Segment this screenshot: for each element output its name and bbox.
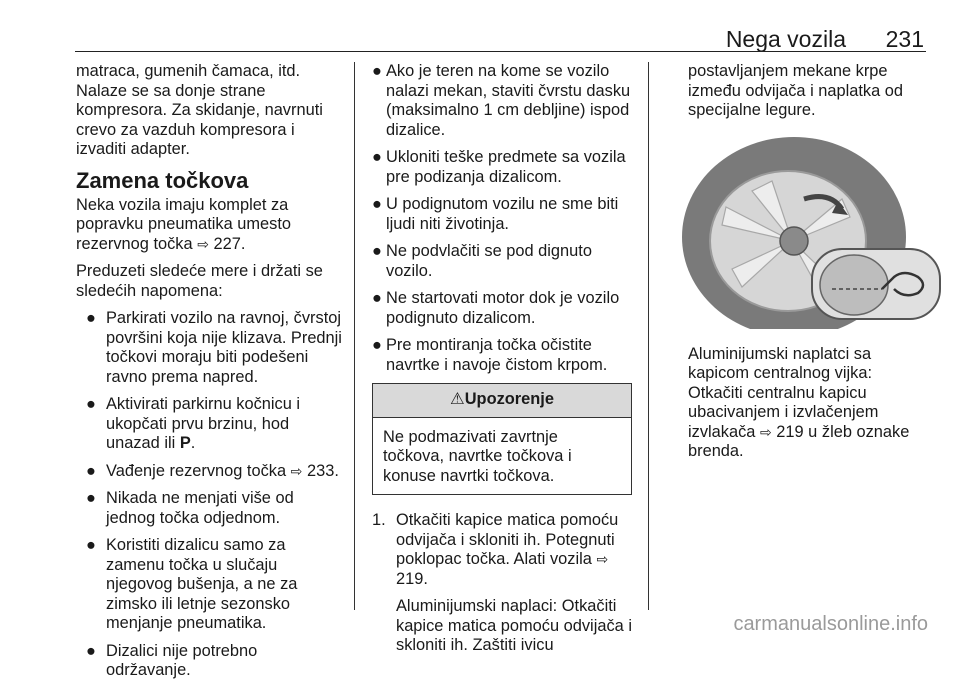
page-ref-icon: ⇨ [197,235,209,252]
column-divider [354,62,355,610]
bullet-list [372,62,634,375]
bullet-icon: ● [86,395,96,413]
list-item: ● Ne startovati motor dok je vozilo podignuto dizalicom. [372,289,620,327]
list-item: ● Ako je teren na kome se vozilo nalazi mekan, staviti čvrstu dasku (maksimalno 1 cm debljine) ispod dizalice. [372,62,631,139]
page-ref-link[interactable]: 227. [213,234,246,253]
section-title: Nega vozila [725,26,846,52]
column-3 [688,62,928,470]
list-item: ● Koristiti dizalicu samo za zamenu točka u slučaju njegovog bušenja, a ne za zimsko ili letnje sezonsko menjanje pneumatika. [86,536,298,632]
watermark: carmanualsonline.info [733,613,928,635]
bullet-icon: ● [86,641,96,660]
list-item: ● Pre montiranja točka očistite navrtke i navoje čistom krpom. [372,336,608,374]
bullet-list [76,309,344,681]
list-item: ● Ukloniti teške predmete sa vozila pre podizanja dizalicom. [372,148,626,186]
column-divider [648,62,649,610]
paragraph: postavljanjem mekane krpe između odvijača i naplatka od specijalne legure. [688,62,904,119]
wheel-illustration [682,129,944,329]
header-rule [75,51,926,52]
bullet-icon: ● [372,242,382,260]
list-item: ● U podignutom vozilu ne sme biti ljudi niti životinja. [372,195,619,233]
paragraph: Neka vozila imaju komplet za popravku pneumatika umesto rezervnog točka ⇨ 227. [76,195,292,253]
intro-paragraph: matraca, gumenih čamaca, itd. Nalaze se sa donje strane kompresora. Za skidanje, navrnuti crevo za vazduh kompresora i izvaditi adapter. [76,62,323,158]
list-item: ● Ne podvlačiti se pod dignuto vozilo. [372,242,592,280]
warning-title: Upozorenje [464,390,554,408]
gear-letter: P [179,434,191,452]
page-ref-link[interactable]: 219 u [776,422,818,441]
warning-icon: ⚠ [450,390,465,408]
warning-text: Ne podmazivati zavrtnje točkova, navrtke točkova i konuse navrtki točkova. [383,427,572,485]
wheel-cap-removal-figure [682,129,944,329]
bullet-icon: ● [86,309,96,327]
figure-caption: Aluminijumski naplatci sa kapicom centralnog vijka: Otkačiti centralnu kapicu ubacivanjem i izvlačenjem izvlakača ⇨ 219 u žleb oznake brenda. [688,344,910,460]
page-number: 231 [885,26,924,52]
bullet-icon: ● [372,195,382,213]
page-ref-link[interactable]: 233. [306,461,339,480]
page-ref-link[interactable]: 219. [396,569,428,588]
column-2 [372,62,634,664]
step-item [372,511,634,656]
warning-header [373,384,631,418]
list-item: ● Nikada ne menjati više od jednog točka odjednom. [86,489,294,527]
list-item: ● Dizalici nije potrebno održavanje. [86,641,258,679]
step-number: 1. [372,511,386,529]
page-ref-icon: ⇨ [759,423,772,440]
bullet-icon: ● [86,536,96,554]
list-item: ● Aktivirati parkirnu kočnicu i ukopčati prvu brzinu, hod unazad ili P. [86,395,301,452]
steps-list [372,511,634,656]
bullet-icon: ● [86,489,96,507]
column-1 [76,62,344,689]
page-ref-icon: ⇨ [290,462,303,479]
list-item: ● Parkirati vozilo na ravnoj, čvrstoj površini koja nije klizava. Prednji točkovi moraju biti podešeni ravno prema napred. [86,309,342,386]
bullet-icon: ● [372,289,382,307]
bullet-icon: ● [372,148,382,166]
warning-box [372,383,632,495]
page-header [75,22,926,52]
paragraph: Preduzeti sledeće mere i držati se sledećih napomena: [76,262,323,300]
step-subtext: Aluminijumski naplaci: Otkačiti kapice matica pomoću odvijača i skloniti ih. Zaštiti ivicu [396,597,632,654]
bullet-icon: ● [372,62,382,80]
bullet-icon: ● [86,461,96,480]
section-heading: Zamena točkova [76,167,249,193]
step-text: Otkačiti kapice matica pomoću odvijača i skloniti ih. Potegnuti poklopac točka. Alati vozila ⇨ 219. [396,511,619,588]
bullet-icon: ● [372,336,382,354]
page-ref-icon: ⇨ [596,551,609,567]
list-item: ● Vađenje rezervnog točka ⇨ 233. [86,461,339,480]
